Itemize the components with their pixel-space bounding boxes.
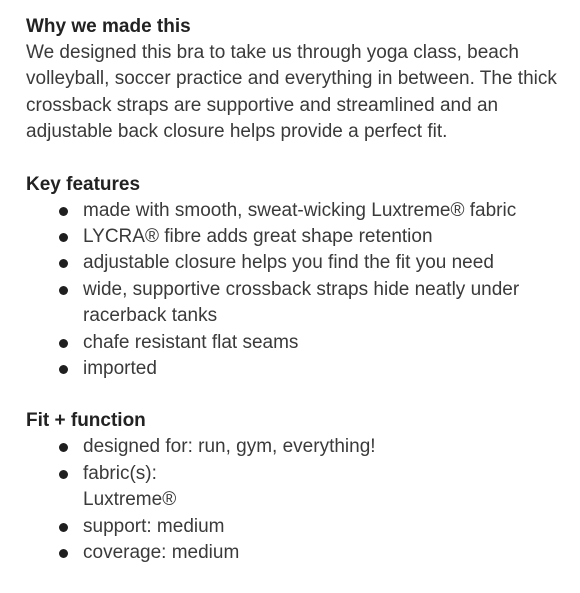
list-item: [26, 461, 566, 514]
bullet-icon: [59, 207, 68, 216]
fit-text: designed for: run, gym, everything!: [83, 436, 376, 458]
feature-text: imported: [83, 358, 157, 380]
fit-function-heading: Fit + function: [26, 410, 146, 432]
key-features-heading: Key features: [26, 173, 141, 195]
bullet-icon: [59, 339, 68, 348]
bullet-icon: [59, 259, 68, 268]
fit-text: support: medium: [83, 515, 225, 537]
bullet-icon: [59, 470, 68, 479]
feature-text: LYCRA® fibre adds great shape retention: [83, 226, 433, 248]
list-item: [26, 198, 566, 224]
bullet-icon: [59, 365, 68, 374]
list-item: [26, 356, 566, 382]
key-features-section: [26, 172, 566, 383]
bullet-icon: [59, 233, 68, 242]
bullet-icon: [59, 286, 68, 295]
bullet-icon: [59, 443, 68, 452]
feature-text: chafe resistant flat seams: [83, 331, 299, 353]
list-item: [26, 250, 566, 276]
bullet-icon: [59, 523, 68, 532]
fit-text: coverage: medium: [83, 542, 240, 564]
feature-text: wide, supportive crossback straps hide neatly under racerback tanks: [83, 278, 520, 327]
bullet-icon: [59, 549, 68, 558]
list-item: [26, 434, 566, 460]
why-we-made-this-heading: Why we made this: [26, 16, 191, 37]
fabric-value: Luxtreme®: [83, 489, 177, 511]
fit-function-list: [26, 434, 566, 566]
product-description: [26, 14, 566, 593]
fit-function-section: [26, 408, 566, 566]
why-we-made-this-section: [26, 14, 566, 146]
list-item: [26, 514, 566, 540]
why-we-made-this-text: We designed this bra to take us through yoga class, beach volleyball, soccer practice and everything in between. The thick crossback straps are supportive and streamlined and an adjustable back closure helps provide a perfect fit.: [26, 42, 557, 143]
feature-text: made with smooth, sweat-wicking Luxtreme® fabric: [83, 199, 517, 221]
key-features-list: [26, 198, 566, 383]
list-item: [26, 330, 566, 356]
feature-text: adjustable closure helps you find the fit you need: [83, 252, 494, 274]
list-item: [26, 277, 566, 330]
fit-text: fabric(s):: [83, 462, 157, 484]
list-item: [26, 540, 566, 566]
list-item: [26, 224, 566, 250]
